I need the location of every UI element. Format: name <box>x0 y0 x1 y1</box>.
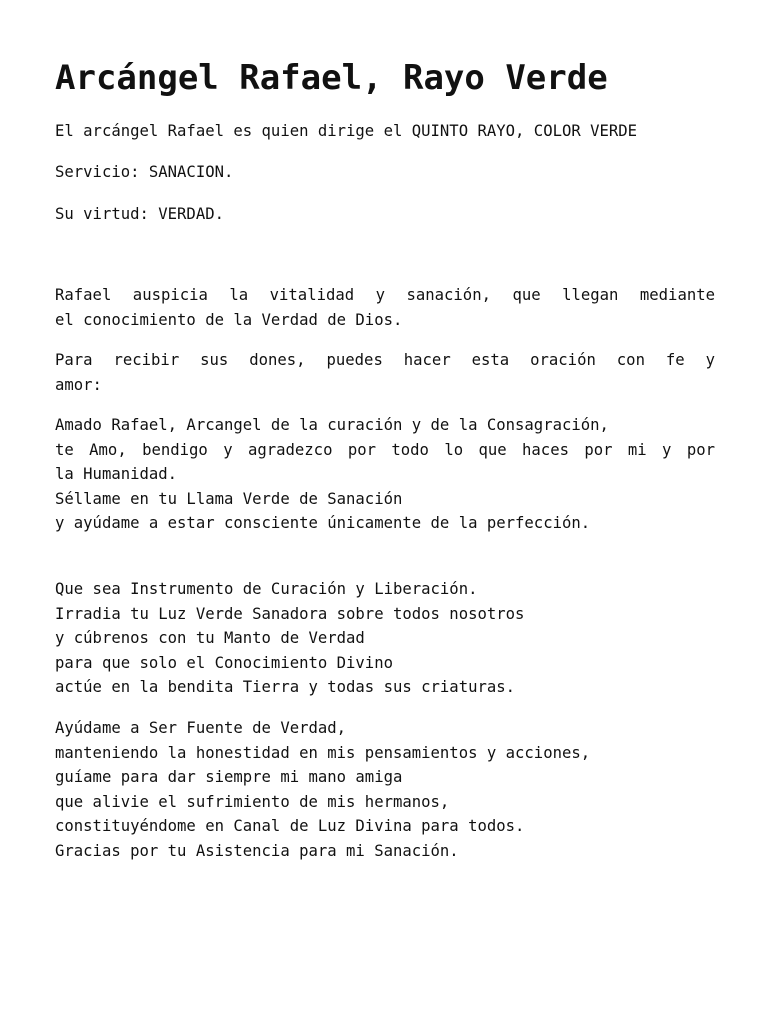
document-page <box>55 56 720 860</box>
para-recibir-paragraph <box>55 348 715 397</box>
auspicia-line: el conocimiento de la Verdad de Dios. <box>55 310 403 329</box>
oracion-stanza-1 <box>55 413 715 536</box>
auspicia-paragraph <box>55 283 715 332</box>
oracion-line: Que sea Instrumento de Curación y Liberación. <box>55 580 478 598</box>
oracion-line: constituyéndome en Canal de Luz Divina para todos. <box>55 817 525 836</box>
oracion-line: la Humanidad. <box>55 465 178 484</box>
oracion-line: te Amo, bendigo y agradezco por todo lo que haces por mi y por <box>55 440 715 459</box>
oracion-line: actúe en la bendita Tierra y todas sus criaturas. <box>55 678 516 697</box>
oracion-line: Ayúdame a Ser Fuente de Verdad, <box>55 719 347 737</box>
intro-line: El arcángel Rafael es quien dirige el QUINTO RAYO, COLOR VERDE <box>55 122 638 140</box>
servicio-paragraph <box>55 160 233 185</box>
oracion-line: y ayúdame a estar consciente únicamente de la perfección. <box>55 514 591 533</box>
para-recibir-line: amor: <box>55 375 102 394</box>
oracion-line: y cúbrenos con tu Manto de Verdad <box>55 629 365 648</box>
intro-paragraph <box>55 119 637 144</box>
oracion-line: Gracias por tu Asistencia para mi Sanación. <box>55 841 459 860</box>
oracion-line: manteniendo la honestidad en mis pensamientos y acciones, <box>55 743 591 762</box>
page-title: Arcángel Rafael, Rayo Verde <box>55 58 608 98</box>
oracion-line: guíame para dar siempre mi mano amiga <box>55 768 403 787</box>
oracion-line: que alivie el sufrimiento de mis hermanos, <box>55 792 450 811</box>
virtud-line: Su virtud: VERDAD. <box>55 205 224 223</box>
oracion-stanza-2 <box>55 577 524 700</box>
para-recibir-line: Para recibir sus dones, puedes hacer esta oración con fe y <box>55 351 715 369</box>
oracion-line: para que solo el Conocimiento Divino <box>55 653 393 672</box>
virtud-paragraph <box>55 202 224 227</box>
servicio-line: Servicio: SANACION. <box>55 163 234 181</box>
oracion-stanza-3 <box>55 716 590 864</box>
oracion-line: Amado Rafael, Arcangel de la curación y de la Consagración, <box>55 416 609 434</box>
auspicia-line: Rafael auspicia la vitalidad y sanación, que llegan mediante <box>55 286 715 304</box>
oracion-line: Séllame en tu Llama Verde de Sanación <box>55 489 403 508</box>
oracion-line: Irradia tu Luz Verde Sanadora sobre todos nosotros <box>55 604 525 623</box>
